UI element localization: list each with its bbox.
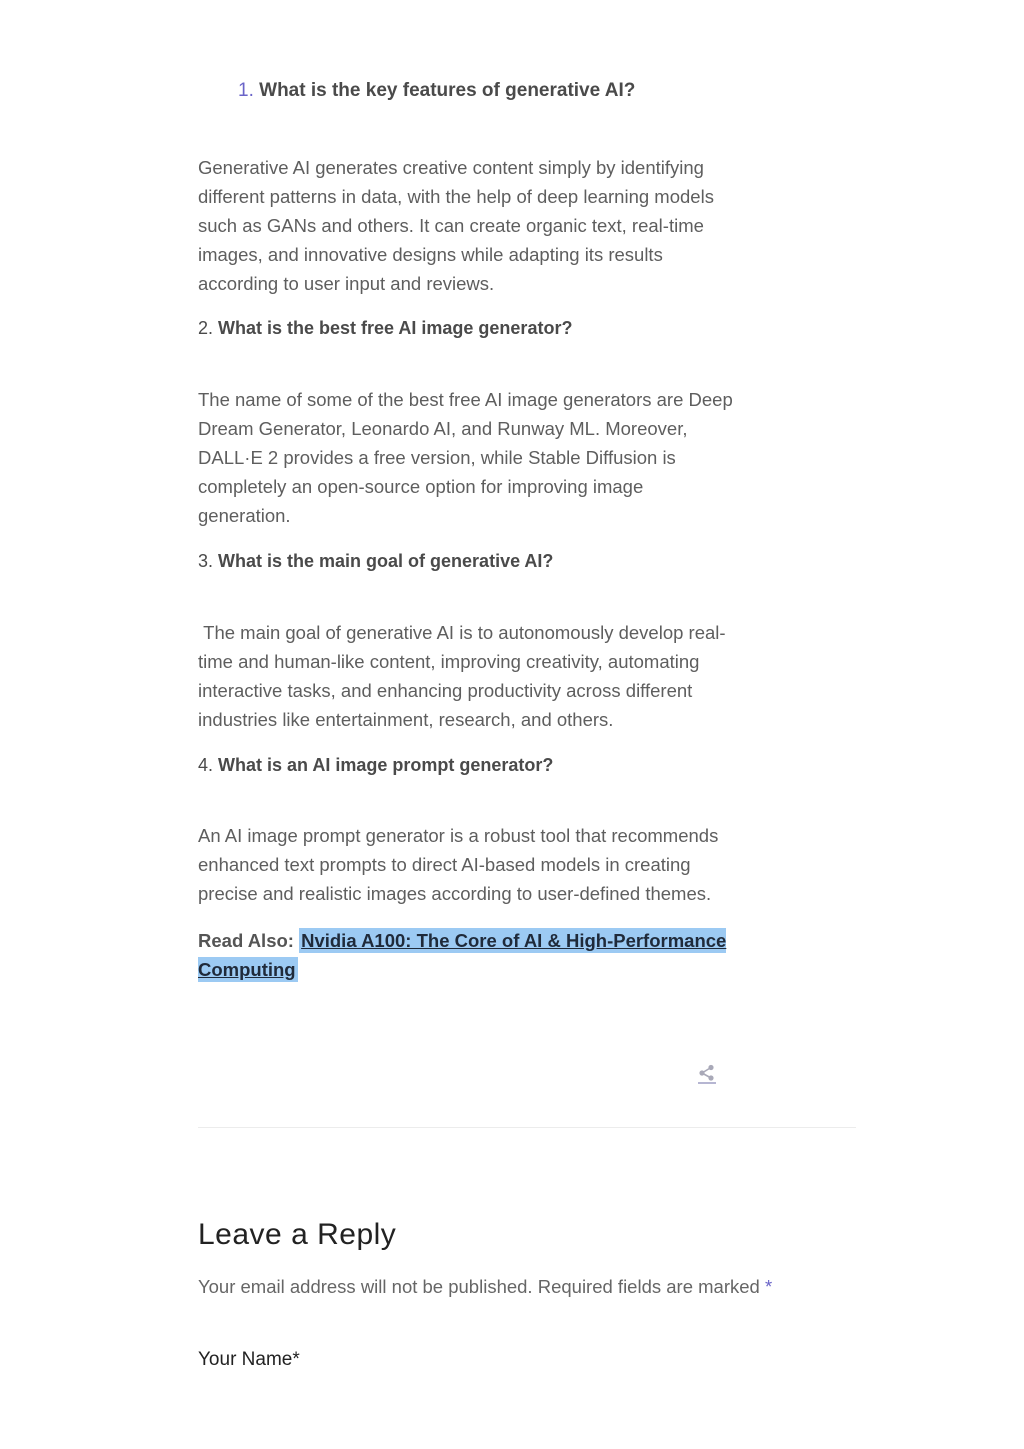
section-divider (198, 1127, 856, 1128)
faq-number-1: 1. (238, 80, 254, 101)
faq-question-text-1: What is the key features of generative AI? (259, 80, 636, 101)
read-also-link[interactable]: Nvidia A100: The Core of AI & High-Performance Computing (198, 930, 727, 980)
share-icon[interactable] (698, 1064, 716, 1084)
faq-answer-1: Generative AI generates creative content simply by identifying different patterns in data, with the help of deep learning models such as GANs and others. It can create organic text, real-time images, and innovative designs while adapting its results according to user input and reviews. (198, 157, 714, 294)
faq-question-text-3: What is the main goal of generative AI? (218, 551, 554, 571)
name-field-label: Your Name* (198, 1349, 300, 1370)
faq-number-2: 2. (198, 318, 214, 338)
reply-title: Leave a Reply (198, 1218, 397, 1251)
faq-number-3: 3. (198, 551, 214, 571)
faq-question-text-2: What is the best free AI image generator? (218, 318, 573, 338)
faq-answer-4: An AI image prompt generator is a robust tool that recommends enhanced text prompts to direct AI-based models in creating precise and realistic images according to user-defined themes. (198, 825, 719, 904)
faq-answer-2: The name of some of the best free AI image generators are Deep Dream Generator, Leonardo AI, and Runway ML. Moreover, DALL·E 2 provides a free version, while Stable Diffusion is completely an open-source option for improving image generation. (198, 389, 733, 526)
faq-question-1 (238, 80, 635, 102)
faq-answer-3: The main goal of generative AI is to autonomously develop real-time and human-like content, improving creativity, automating interactive tasks, and enhancing productivity across different industries like entertainment, research, and others. (198, 622, 726, 730)
faq-question-4 (198, 755, 553, 776)
read-also-label: Read Also: (198, 930, 294, 951)
reply-note (198, 1276, 772, 1298)
required-marker: * (764, 1276, 773, 1297)
faq-number-4: 4. (198, 755, 214, 775)
reply-note-text: Your email address will not be published. Required fields are marked (198, 1276, 760, 1297)
faq-question-3 (198, 551, 553, 572)
faq-question-2 (198, 318, 572, 339)
read-also (198, 926, 738, 984)
faq-question-text-4: What is an AI image prompt generator? (218, 755, 554, 775)
